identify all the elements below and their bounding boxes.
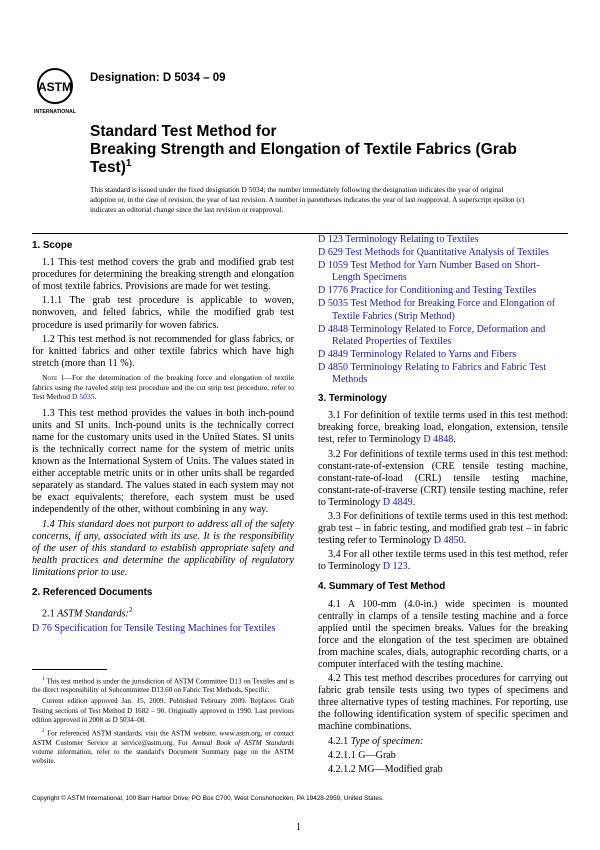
note-1 [32,373,294,402]
ref-d4849[interactable]: D 4849 Terminology Related to Yarns and Fibers [318,348,517,360]
page-number: 1 [296,822,301,833]
term-3-4-link[interactable]: D 123 [382,561,408,573]
footnote-2a: For referenced ASTM standards, visit the ASTM website, www.astm.org, or contact ASTM Customer Service at service@astm.org. For [32,729,294,747]
summary-4-2-1-2: 4.2.1.2 MG—Modified grab [328,763,443,775]
scope-heading: 1. Scope [32,240,73,251]
ref-d1776[interactable]: D 1776 Practice for Conditioning and Testing Textiles [318,285,537,297]
ref-d76[interactable]: D 76 Specification for Tensile Testing Machines for Textiles [32,622,276,634]
title-line3-text: Test) [90,159,126,176]
summary-4-2: 4.2 This test method describes procedures for carrying out fabric grab tensile tests using two types of specimens and three alternative types of testing machines. For reporting, use the following identification system of specific specimen and machine combinations. [318,673,568,733]
footnote-divider [32,669,107,670]
summary-4-2-1-num: 4.2.1 [328,735,351,747]
referenced-heading: 2. Referenced Documents [32,587,153,599]
note-text: —For the determination of the breaking force and elongation of textile fabrics using the raveled strip test procedure and the cut strip test procedure, refer to Test Method [32,372,294,402]
scope-1-3: 1.3 This test method provides the values in both inch-pound units and SI units. Inch-pound units is the technically correct name for the customary units used in the United States. SI units is the technically correct name for the system of metric units known as the International System of Units. The values stated in either acceptable metric units or in other units shall be regarded separately as standard. The values stated in each system may not be exact equivalents; therefore, each system must be used independently of the other, without combining in any way. [32,407,294,516]
footnote-1b: Current edition approved Jan. 15, 2009. Published February 2009. Replaces Grab Testing sections of Test Method D 1682 – 90. Originally approved in 1990. Last previous edition approved in 2008 as D 5034–08. [32,697,294,724]
intro-note: This standard is issued under the fixed designation D 5034; the number immediately following the designation indicates the year of original adoption or, in the case of revision, the year of last revision. A number in parentheses indicates the year of last reapproval. A superscript epsilon (ε) indicates an editorial change since the last revision or reapproval. [90,185,525,215]
summary-4-2-1-text: Type of specimen: [350,735,424,747]
term-3-1-text: 3.1 For definition of textile terms used in this test method: breaking force, breaking load, elongation, extension, tensile test, refer to Terminology [318,410,568,446]
summary-4-2-1 [318,736,568,748]
astm-standards-sup: 2 [128,606,133,615]
scope-1-1-1: 1.1.1 The grab test procedure is applicable to woven, nonwoven, and felted fabrics, while the modified grab test procedure is used primarily for woven fabrics. [32,295,294,331]
footnote-2: $^2$ For referenced ASTM standards, visit the ASTM website, www.astm.org, or contact ASTM Customer Service at service@astm.org. For Annual Book of ASTM Standards volume information, refer to the standard's Document Summary page on the ASTM website. [32,729,294,766]
term-3-2-text: 3.2 For definitions of textile terms used in this test method: constant-rate-of-extension (CRE tensile testing machine, constant-rate-of-load (CRL) tensile testing machine, constant-rate-of-traverse (CRT) tensile testing machine, refer to Terminology [318,448,568,508]
logo-text: ASTM [38,80,72,94]
title-superscript: 1 [125,157,132,169]
left-column [32,234,294,768]
ref-d629[interactable]: D 629 Test Methods for Quantitative Analysis of Textiles [318,247,549,259]
note-label: Note 1 [42,372,65,382]
term-3-2: 3.2 For definitions of textile terms used in this test method: constant-rate-of-extension (CRE tensile testing machine, constant-rate-of-load (CRL) tensile testing machine, constant-rate-of-traverse (CRT) tensile testing machine, refer to Terminology D 4849. [318,448,568,508]
logo-subtext: INTERNATIONAL [34,109,76,115]
footnote-2-italic: Annual Book of ASTM Standards [191,738,294,747]
term-3-3: 3.3 For definitions of textile terms used in this test method: grab test – in fabric testing, and modified grab test – in fabric testing refer to Terminology D 4850. [318,510,568,547]
footnote-2b: volume information, refer to the standard's Document Summary page on the ASTM website. [32,747,294,766]
title-block [90,123,520,177]
ref-d1059[interactable]: D 1059 Test Method for Yarn Number Based on Short-Length Specimens [318,260,540,284]
term-3-3-text: 3.3 For definitions of textile terms used in this test method: grab test – in fabric testing, and modified grab test – in fabric testing refer to Terminology [318,510,568,547]
astm-standards-num: 2.1 [42,608,58,620]
designation: Designation: D 5034 – 09 [90,72,226,84]
term-3-1: 3.1 For definition of textile terms used in this test method: breaking force, breaking load, elongation, extension, tensile test, refer to Terminology D 4848. [318,410,568,446]
copyright: Copyright © ASTM International, 100 Barr Harbor Drive, PO Box C700, West Conshohocken, PA 19428-2959, United States. [32,795,384,802]
ref-d123[interactable]: D 123 Terminology Relating to Textiles [318,234,479,245]
scope-1-1: 1.1 This test method covers the grab and modified grab test procedures for determining the breaking strength and elongation of most textile fabrics. Provisions are made for wet testing. [32,257,294,293]
term-3-3-link[interactable]: D 4850 [433,535,464,547]
note-end: . [94,392,97,402]
term-3-4: 3.4 For all other textile terms used in this test method, refer to Terminology D 123. [318,549,568,573]
note-link-d5035[interactable]: D 5035 [71,392,95,402]
ref-d4848[interactable]: D 4848 Terminology Related to Force, Deformation and Related Properties of Textiles [318,323,546,347]
title-line1: Standard Test Method for [90,123,277,140]
summary-heading: 4. Summary of Test Method [318,581,446,593]
terminology-heading: 3. Terminology [318,393,387,405]
ref-d5035[interactable]: D 5035 Test Method for Breaking Force and Elongation of Textile Fabrics (Strip Method) [318,298,556,322]
title-line2: Breaking Strength and Elongation of Textile Fabrics (Grab [90,141,517,158]
right-column [318,234,568,778]
astm-logo [32,66,78,116]
summary-4-1: 4.1 A 100-mm (4.0-in.) wide specimen is mounted centrally in clamps of a tensile testing machine and a force applied until the specimen breaks. Values for the breaking force and the elongation of the test specimen are obtained from machine scales, dials, autographic recording charts, or a computer interfaced with the testing machine. [318,598,568,670]
scope-1-2: 1.2 This test method is not recommended for glass fabrics, or for knitted fabrics and other textile fabrics which have high stretch (more than 11 %). [32,333,294,369]
astm-standards-text: ASTM Standards: [57,608,129,620]
term-3-2-link[interactable]: D 4849 [382,496,413,508]
scope-1-4: 1.4 This standard does not purport to address all of the safety concerns, if any, associated with its use. It is the responsibility of the user of this standard to establish appropriate safety and health practices and determine the applicability of regulatory limitations prior to use. [32,518,294,578]
astm-standards-label [32,604,294,620]
term-3-1-link[interactable]: D 4848 [423,434,454,446]
footnote-1-text: This test method is under the jurisdiction of ASTM Committee D13 on Textiles and is the direct responsibility of Subcommittee D13.60 on Fabric Test Methods, Specific. [32,677,294,695]
title-line3 [90,159,520,177]
ref-d4850[interactable]: D 4850 Terminology Relating to Fabrics and Fabric Test Methods [318,361,547,386]
term-3-4-text: 3.4 For all other textile terms used in this test method, refer to Terminology [318,549,568,573]
footnote-1: $^1$ This test method is under the jurisdiction of ASTM Committee D13 on Textiles and is the direct responsibility of Subcommittee D13.60 on Fabric Test Methods, Specific. [32,676,294,695]
summary-4-2-1-1: 4.2.1.1 G—Grab [328,749,396,761]
